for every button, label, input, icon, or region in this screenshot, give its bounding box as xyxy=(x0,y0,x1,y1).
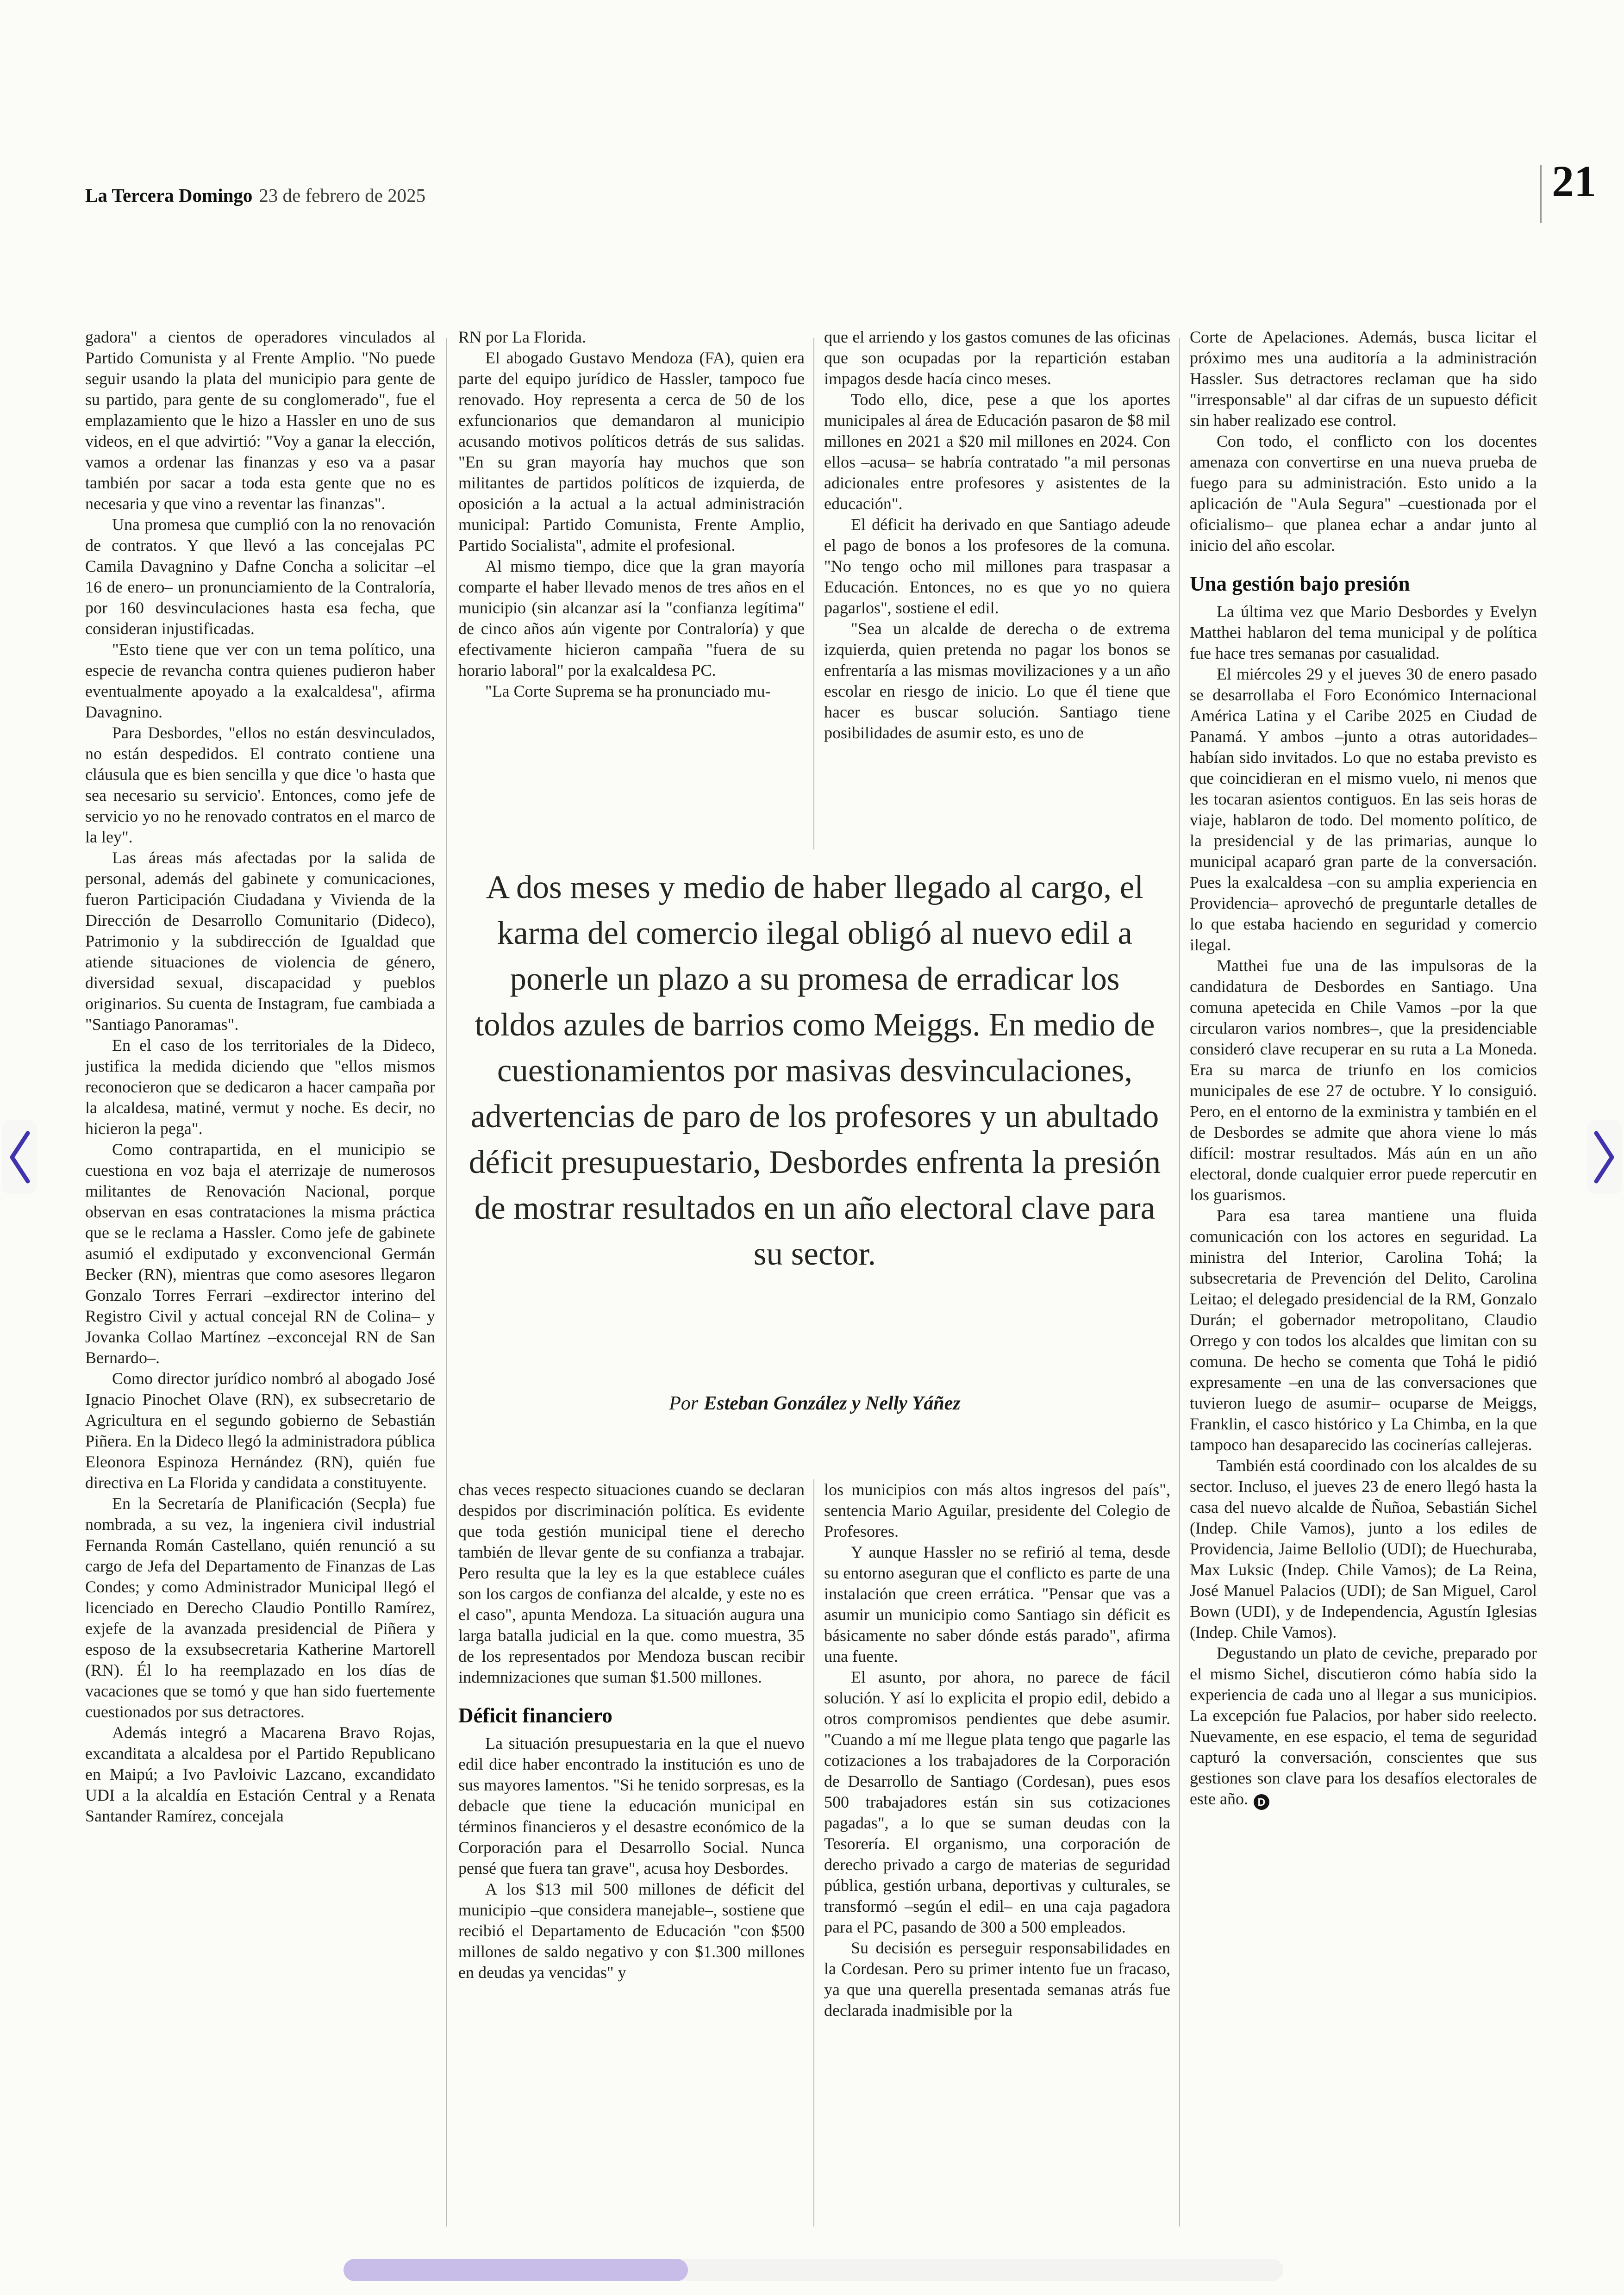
article-paragraph: Como contrapartida, en el municipio se cuestiona en voz baja el aterrizaje de numerosos militantes de Renovación Nacional, porque observan en esas contrataciones la misma práctica que se le reclama a Hassler. Como jefe de gabinete asumió el exdiputado y exconvencional Germán Becker (RN), mientras que como asesores llegaron Gonzalo Torres Ferrari –exdirector interino del Registro Civil y actual concejal RN de Colina– y Jovanka Collao Martínez –exconcejal RN de San Bernardo–. xyxy=(85,1140,435,1367)
article-paragraph: Las áreas más afectadas por la salida de personal, además del gabinete y comunicaciones, fueron Participación Ciudadana y Vivienda de la Dirección de Desarrollo Comunitario (Dideco), Patrimonio y la subdirección de Igualdad que atiende situaciones de violencia de género, diversidad sexual, discapacidad y pueblos originarios. Su cuenta de Instagram, fue cambiada a "Santiago Panoramas". xyxy=(85,848,435,1034)
chevron-left-icon xyxy=(7,1129,31,1185)
article-column-3-bottom xyxy=(824,1479,1170,2248)
section-subheading: Una gestión bajo presión xyxy=(1190,572,1410,595)
article-column-1 xyxy=(85,327,435,2118)
article-paragraph: Una promesa que cumplió con la no renovación de contratos. Y que llevó a las concejalas PC Camila Davagnino y Dafne Concha a solicitar –el 16 de enero– un pronunciamiento de la Contraloría, por 160 desvinculaciones hasta esa fecha, que consideran injustificadas. xyxy=(85,515,435,638)
article-paragraph: "Esto tiene que ver con un tema político, una especie de revancha contra quienes pudieron haber eventualmente apoyado a la exalcaldesa", afirma Davagnino. xyxy=(85,640,435,721)
article-paragraph: Para Desbordes, "ellos no están desvinculados, no están despedidos. El contrato contiene una cláusula que es bien sencilla y que dice 'o hasta que sea necesario su servicio'. Entonces, como jefe de servicio yo no he renovado contratos en el marco de la ley". xyxy=(85,723,435,846)
article-paragraph: El asunto, por ahora, no parece de fácil solución. Y así lo explicita el propio edil, debido a otros compromisos pendientes que debe asumir. "Cuando a mí me llegue plata tengo que pagarle las cotizaciones a los trabajadores de la Corporación de Desarrollo de Santiago (Cordesan), pues esos 500 trabajadores están sin sus cotizaciones pagadas", a lo que se suman deudas con la Tesorería. El organismo, una corporación de derecho privado a cargo de materias de seguridad pública, gestión urbana, deportivas y culturales, se transformó –según el edil– en una caja pagadora para el PC, pasando de 300 a 500 empleados. xyxy=(824,1668,1170,1936)
article-paragraph: Matthei fue una de las impulsoras de la candidatura de Desbordes en Santiago. Una comuna apetecida en Chile Vamos –por la que circularon varios nombres–, que la presidenciable consideró clave recuperar en su ruta a La Moneda. Era su marca de triunfo en los comicios municipales de ese 27 de octubre. Y lo consiguió. Pero, en el entorno de la exministra y también en el de Desbordes se admite que ahora viene lo más difícil: mostrar resultados. Más aún en un año electoral, donde cualquier error puede repercutir en los guarismos. xyxy=(1190,956,1537,1204)
byline xyxy=(468,1392,1162,1415)
article-paragraph: Corte de Apelaciones. Además, busca licitar el próximo mes una auditoría a la administración Hassler. Sus detractores reclaman que ha sido "irresponsable" al dar cifras de un supuesto déficit sin haber realizado ese control. xyxy=(1190,328,1537,430)
masthead xyxy=(85,184,425,206)
article-paragraph: A los $13 mil 500 millones de déficit del municipio –que considera manejable–, sostiene que recibió el Departamento de Educación "con $500 millones de saldo negativo y con $1.300 millones en deudas ya vencidas" y xyxy=(458,1879,805,1982)
article-paragraph: Además integró a Macarena Bravo Rojas, excanditata a alcaldesa por el Partido Republicano en Maipú; a Ivo Pavloivic Lazcano, excandidato UDI a la alcaldía en Estación Central y a Renata Santander Ramírez, concejala xyxy=(85,1723,435,1825)
article-paragraph: los municipios con más altos ingresos del país", sentencia Mario Aguilar, presidente del Colegio de Profesores. xyxy=(824,1480,1170,1540)
article-paragraph: El miércoles 29 y el jueves 30 de enero pasado se desarrollaba el Foro Económico Internacional América Latina y el Caribe 2025 en Ciudad de Panamá. Y ambos –junto a otras autoridades– habían sido invitados. Lo que no estaba previsto es que coincidieran en el mismo vuelo, ni menos que les tocaran asientos contiguos. En las seis horas de viaje, hablaron de todo. Del momento político, de la presidencial y de las primarias, aunque lo municipal acaparó gran parte de la conversación. Pues la exalcaldesa –con su amplia experiencia en Providencia– aprovechó de preguntarle detalles de lo que estaba haciendo en seguridad y comercio ilegal. xyxy=(1190,664,1537,954)
article-paragraph: También está coordinado con los alcaldes de su sector. Incluso, el jueves 23 de enero llegó hasta la casa del nuevo alcalde de Ñuñoa, Sebastián Sichel (Indep. Chile Vamos), junto a los ediles de Providencia, Jaime Bellolio (UDI); de Huechuraba, Max Luksic (Indep. Chile Vamos); de La Reina, José Manuel Palacios (UDI); de San Miguel, Carol Bown (UDI), y de Independencia, Agustín Iglesias (Indep. Chile Vamos). xyxy=(1190,1456,1537,1641)
article-paragraph: Con todo, el conflicto con los docentes amenaza con convertirse en una nueva prueba de fuego para su administración. Esto unido a la aplicación de "Aula Segura" –cuestionada por el oficialismo– que planea echar a andar junto al inicio del año escolar. xyxy=(1190,432,1537,555)
pull-quote: A dos meses y medio de haber llegado al cargo, el karma del comercio ilegal obligó al nuevo edil a ponerle un plazo a su promesa de erradicar los toldos azules de barrios como Meiggs. En medio de cuestionamientos por masivas desvinculaciones, advertencias de paro de los profesores y un abultado déficit presupuestario, Desbordes enfrenta la presión de mostrar resultados en un año electoral clave para su sector. xyxy=(468,869,1161,1272)
article-end-mark-icon: D xyxy=(1254,1794,1269,1810)
article-paragraph: La situación presupuestaria en la que el nuevo edil dice haber encontrado la institución es uno de sus mayores lamentos. "Si he tenido sorpresas, es la debacle que tiene la educación municipal en términos financieros y el desastre económico de la Corporación para el Desarrollo Social. Nunca pensé que fuera tan grave", acusa hoy Desbordes. xyxy=(458,1734,805,1877)
article-paragraph: gadora" a cientos de operadores vinculados al Partido Comunista y al Frente Amplio. "No puede seguir usando la plata del municipio para gente de su partido, para gente de su conglomerado", fue el emplazamiento que le hizo a Hassler en uno de sus videos, en el que advirtió: "Voy a ganar la elección, vamos a ordenar las finanzas y eso va a pasar también por sacar a toda esta gente que no es necesaria y que vino a reventar las finanzas". xyxy=(85,328,435,513)
horizontal-scrollbar-thumb[interactable] xyxy=(344,2259,688,2281)
article-paragraph: En la Secretaría de Planificación (Secpla) fue nombrada, a su vez, la ingeniera civil industrial Fernanda Román Castellano, quién renunció a su cargo de Jefa del Departamento de Finanzas de Las Condes; y como Administrador Municipal llegó el licenciado en Derecho Claudio Pontillo Ramírez, exjefe de la avanzada presidencial de Piñera y esposo de la exsubsecretaria Katherine Martorell (RN). Él lo ha reemplazado en los días de vacaciones que se tomó y que han sido fuertemente cuestionados por sus detractores. xyxy=(85,1494,435,1721)
chevron-right-icon xyxy=(1593,1129,1617,1185)
article-column-2-top xyxy=(458,327,805,854)
publication-name: La Tercera Domingo xyxy=(85,185,253,206)
edition-date: 23 de febrero de 2025 xyxy=(259,185,426,206)
article-paragraph: RN por La Florida. xyxy=(458,328,586,346)
byline-authors: Esteban González y Nelly Yáñez xyxy=(704,1393,961,1414)
article-paragraph: El déficit ha derivado en que Santiago adeude el pago de bonos a los profesores de la comuna. "No tengo ocho mil millones para traspasar a Educación. Entonces, no es que yo no quiera pagarlos", sostiene el edil. xyxy=(824,515,1170,617)
article-paragraph: El abogado Gustavo Mendoza (FA), quien era parte del equipo jurídico de Hassler, tampoco fue renovado. Hoy representa a cerca de 50 de los exfuncionarios que demandaron al municipio acusando motivos políticos detrás de sus salidas. "En su gran mayoría hay muchos que son militantes de partidos políticos de izquierda, de oposición a la actual a la actual administración municipal: Partido Comunista, Frente Amplio, Partido Socialista", admite el profesional. xyxy=(458,349,805,555)
column-divider xyxy=(813,1479,814,2226)
article-paragraph: Como director jurídico nombró al abogado José Ignacio Pinochet Olave (RN), ex subsecretario de Agricultura en el segundo gobierno de Sebastián Piñera. En la Dideco llegó la administradora pública Eleonora Espinoza Hernández (RN), quién fue directiva en La Florida y candidata a constituyente. xyxy=(85,1369,435,1492)
article-paragraph: "La Corte Suprema se ha pronunciado mu- xyxy=(485,682,771,700)
section-subheading: Déficit financiero xyxy=(458,1704,612,1727)
byline-prefix: Por xyxy=(669,1393,699,1414)
article-column-3-top xyxy=(824,327,1170,854)
previous-page-button[interactable] xyxy=(2,1120,37,1194)
horizontal-scrollbar-track[interactable] xyxy=(344,2259,1283,2281)
article-paragraph: Para esa tarea mantiene una fluida comunicación con los actores en seguridad. La ministra del Interior, Carolina Tohá; la subsecretaria de Prevención del Delito, Carolina Leitao; el delegado presidencial de la RM, Gonzalo Durán; el gobernador metropolitano, Claudio Orrego y con todos los alcaldes que limitan con su comuna. De hecho se comenta que Tohá le pidió expresamente –en una de las conversaciones que tuvieron luego de asumir– ocuparse de Meiggs, Franklin, el casco histórico y La Chimba, en la que tampoco han desaparecido las cocinerías callejeras. xyxy=(1190,1206,1537,1454)
next-page-button[interactable] xyxy=(1587,1120,1622,1194)
article-paragraph: Degustando un plato de ceviche, preparado por el mismo Sichel, discutieron cómo había sido la experiencia de cada uno al llegar a sus municipios. La excepción fue Palacios, por haber sido reelecto. Nuevamente, en ese espacio, el tema de seguridad capturó la conversación, conscientes que sus gestiones son clave para los desafíos electorales de este año. D xyxy=(1190,1643,1537,1810)
article-paragraph: En el caso de los territoriales de la Dideco, justifica la medida diciendo que "ellos mismos reconocieron que se dedicaron a hacer campaña por la alcaldesa, matiné, vermut y noche. Es decir, no hicieron la pega". xyxy=(85,1036,435,1138)
article-paragraph: Y aunque Hassler no se refirió al tema, desde su entorno aseguran que el conflicto es parte de una instalación que creen errática. "Pensar que vas a asumir un municipio como Santiago sin déficit es básicamente no saber dónde estás parado", afirma una fuente. xyxy=(824,1543,1170,1665)
article-paragraph: La última vez que Mario Desbordes y Evelyn Matthei hablaron del tema municipal y de política fue hace tres semanas por casualidad. xyxy=(1190,602,1537,662)
article-paragraph: Todo ello, dice, pese a que los aportes municipales al área de Educación pasaron de $8 mil millones en 2021 a $20 mil millones en 2024. Con ellos –acusa– se habría contratado "a mil personas adicionales entre profesores y asistentes de la educación". xyxy=(824,390,1170,513)
article-paragraph: que el arriendo y los gastos comunes de las oficinas que son ocupadas por la repartición estaban impagos desde hacía cinco meses. xyxy=(824,328,1170,388)
article-paragraph: Al mismo tiempo, dice que la gran mayoría comparte el haber llevado menos de tres años en el municipio (sin alcanzar así la "confianza legítima" de cinco años aún vigente por Contraloría) y que efectivamente hicieron campaña "fuera de su horario laboral" por la exalcaldesa PC. xyxy=(458,557,805,680)
column-divider xyxy=(1179,338,1180,2226)
page-number-rule xyxy=(1540,165,1542,223)
page-number: 21 xyxy=(1552,156,1596,206)
article-column-2-bottom xyxy=(458,1479,805,2234)
article-paragraph: chas veces respecto situaciones cuando se declaran despidos por discriminación política. Es evidente que toda gestión municipal tiene el derecho también de llevar gente de su confianza a trabajar. Pero resulta que la ley es la que establece cuáles son los cargos de confianza del alcalde, y este no es el caso", apunta Mendoza. La situación augura una larga batalla judicial en la que. como muestra, 35 de los representados por Mendoza buscan recibir indemnizaciones que suman $1.500 millones. xyxy=(458,1480,805,1686)
article-paragraph: Su decisión es perseguir responsabilidades en la Cordesan. Pero su primer intento fue un fracaso, ya que una querella presentada semanas atrás fue declarada inadmisible por la xyxy=(824,1939,1170,2020)
article-paragraph: "Sea un alcalde de derecha o de extrema izquierda, quien pretenda no pagar los bonos se enfrentaría a las mismas movilizaciones y a un año escolar en riesgo de inicio. Lo que él tiene que hacer es buscar solución. Santiago tiene posibilidades de asumir esto, es uno de xyxy=(824,619,1170,742)
column-divider xyxy=(813,338,814,849)
column-divider xyxy=(446,338,447,2226)
article-column-4 xyxy=(1190,327,1537,2225)
